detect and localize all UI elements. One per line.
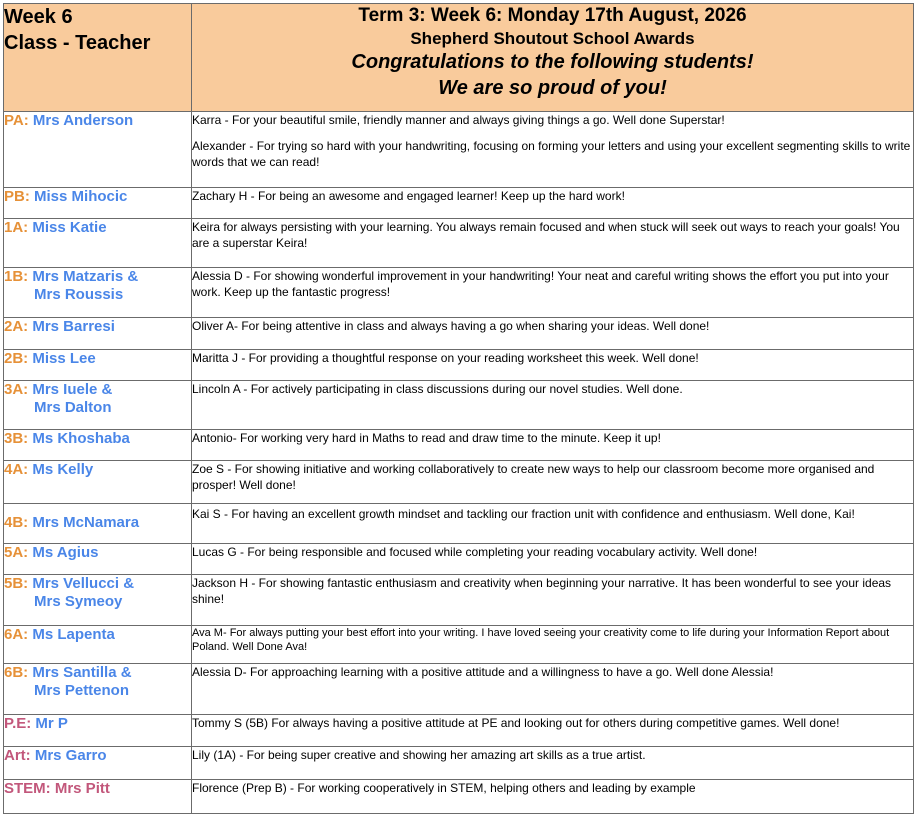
- award-cell: [192, 188, 914, 219]
- class-code: PA:: [4, 112, 29, 129]
- header-left-cell: [4, 4, 192, 112]
- class-code: STEM:: [4, 780, 51, 797]
- awards-table: [3, 3, 914, 814]
- teacher-name: Mr P: [35, 715, 68, 732]
- class-cell: [4, 747, 192, 780]
- class-code: 5B:: [4, 575, 29, 592]
- class-code: 3B:: [4, 430, 29, 447]
- teacher-name-second: Mrs Symeoy: [34, 593, 123, 610]
- award-message: Zoe S - For showing initiative and working collaboratively to create new ways to help our classroom become more organised and prosper! Well done!: [192, 462, 875, 492]
- class-cell: [4, 318, 192, 350]
- teacher-name: Ms Agius: [32, 544, 99, 561]
- teacher-name: Mrs McNamara: [32, 514, 140, 531]
- class-code: 3A:: [4, 381, 29, 398]
- header-right-cell: [192, 4, 914, 112]
- class-code: PB:: [4, 188, 30, 205]
- award-message: Jackson H - For showing fantastic enthusiasm and creativity when beginning your narrative. It has been wonderful to see your ideas shine!: [192, 576, 892, 606]
- class-code: 6B:: [4, 664, 29, 681]
- award-cell: [192, 350, 914, 381]
- award-message: Lily (1A) - For being super creative and showing her amazing art skills as a true artist.: [192, 748, 646, 762]
- award-cell: [192, 626, 914, 664]
- table-row: [4, 268, 914, 318]
- award-cell: [192, 544, 914, 575]
- table-row: [4, 350, 914, 381]
- table-row: [4, 504, 914, 544]
- award-message: Keira for always persisting with your learning. You always remain focused and when stuck will seek out ways to reach your goals! You are a superstar Keira!: [192, 220, 900, 250]
- class-teacher-label: Class - Teacher: [4, 32, 151, 54]
- award-message: Alessia D- For approaching learning with a positive attitude and a willingness to have a go. Well done Alessia!: [192, 665, 774, 679]
- class-cell: [4, 219, 192, 268]
- table-row: [4, 318, 914, 350]
- class-code: 2B:: [4, 350, 29, 367]
- teacher-name: Ms Kelly: [32, 461, 94, 478]
- teacher-name: Ms Lapenta: [32, 626, 115, 643]
- class-code: 1B:: [4, 268, 29, 285]
- congratulations-line: Congratulations to the following students!: [351, 51, 754, 73]
- table-row: [4, 219, 914, 268]
- teacher-name-second: Mrs Roussis: [34, 286, 124, 303]
- table-row: [4, 575, 914, 626]
- class-code: P.E:: [4, 715, 32, 732]
- award-message: Tommy S (5B) For always having a positive attitude at PE and looking out for others during competitive games. Well done!: [192, 716, 840, 730]
- teacher-name: Mrs Vellucci &: [32, 575, 135, 592]
- table-row: [4, 544, 914, 575]
- class-cell: [4, 268, 192, 318]
- teacher-name: Ms Khoshaba: [32, 430, 130, 447]
- class-cell: [4, 112, 192, 188]
- award-message: Alexander - For trying so hard with your handwriting, focusing on forming your letters and using your excellent segmenting skills to write words that we can read!: [192, 139, 911, 169]
- table-row: [4, 780, 914, 814]
- award-message: Alessia D - For showing wonderful improvement in your handwriting! Your neat and careful writing shows the effort you put into your work. Keep up the fantastic progress!: [192, 269, 889, 299]
- teacher-name: Mrs Pitt: [54, 780, 110, 797]
- class-cell: [4, 430, 192, 461]
- teacher-name: Mrs Barresi: [32, 318, 115, 335]
- award-message: Zachary H - For being an awesome and engaged learner! Keep up the hard work!: [192, 189, 625, 203]
- week-label: Week 6: [4, 6, 73, 28]
- class-cell: [4, 188, 192, 219]
- class-cell: [4, 575, 192, 626]
- class-cell: [4, 381, 192, 430]
- class-code: 4B:: [4, 514, 29, 531]
- class-cell: [4, 461, 192, 504]
- table-row: [4, 715, 914, 747]
- awards-title: Shepherd Shoutout School Awards: [410, 29, 695, 48]
- award-cell: [192, 268, 914, 318]
- award-cell: [192, 780, 914, 814]
- award-message: Antonio- For working very hard in Maths to read and draw time to the minute. Keep it up!: [192, 431, 661, 445]
- table-row: [4, 112, 914, 188]
- class-code: 5A:: [4, 544, 29, 561]
- table-row: [4, 381, 914, 430]
- award-cell: [192, 715, 914, 747]
- teacher-name-second: Mrs Pettenon: [34, 682, 130, 699]
- class-code: 2A:: [4, 318, 29, 335]
- award-message: Maritta J - For providing a thoughtful response on your reading worksheet this week. Well done!: [192, 351, 699, 365]
- award-cell: [192, 430, 914, 461]
- class-code: 1A:: [4, 219, 29, 236]
- award-message: Kai S - For having an excellent growth mindset and tackling our fraction unit with confidence and enthusiasm. Well done, Kai!: [192, 507, 855, 521]
- class-cell: [4, 715, 192, 747]
- term-date-title: Term 3: Week 6: Monday 17th August, 2026: [358, 5, 747, 26]
- class-cell: [4, 664, 192, 715]
- award-cell: [192, 747, 914, 780]
- award-message: Karra - For your beautiful smile, friendly manner and always giving things a go. Well done Superstar!: [192, 113, 725, 127]
- award-cell: [192, 112, 914, 188]
- award-message: Ava M- For always putting your best effort into your writing. I have loved seeing your creativity come to life during your Information Report about Poland. Well Done Ava!: [192, 627, 890, 653]
- teacher-name: Mrs Garro: [34, 747, 107, 764]
- teacher-name-second: Mrs Dalton: [34, 399, 112, 416]
- award-cell: [192, 504, 914, 544]
- teacher-name: Miss Mihocic: [34, 188, 128, 205]
- class-code: Art:: [4, 747, 31, 764]
- award-message: Oliver A- For being attentive in class and always having a go when sharing your ideas. Well done!: [192, 319, 710, 333]
- class-cell: [4, 504, 192, 544]
- award-cell: [192, 318, 914, 350]
- table-row: [4, 626, 914, 664]
- award-cell: [192, 575, 914, 626]
- teacher-name: Mrs Anderson: [32, 112, 134, 129]
- teacher-name: Mrs Santilla &: [32, 664, 132, 681]
- table-row: [4, 664, 914, 715]
- class-cell: [4, 626, 192, 664]
- table-row: [4, 461, 914, 504]
- award-message: Lucas G - For being responsible and focused while completing your reading vocabulary activity. Well done!: [192, 545, 758, 559]
- table-row: [4, 188, 914, 219]
- award-cell: [192, 461, 914, 504]
- award-message: Lincoln A - For actively participating in class discussions during our novel studies. Well done.: [192, 382, 683, 396]
- class-cell: [4, 780, 192, 814]
- award-cell: [192, 664, 914, 715]
- proud-line: We are so proud of you!: [438, 77, 667, 99]
- award-message: Florence (Prep B) - For working cooperatively in STEM, helping others and leading by example: [192, 781, 696, 795]
- class-cell: [4, 544, 192, 575]
- award-cell: [192, 219, 914, 268]
- award-cell: [192, 381, 914, 430]
- class-cell: [4, 350, 192, 381]
- table-row: [4, 430, 914, 461]
- class-code: 4A:: [4, 461, 29, 478]
- header-row: [4, 4, 914, 112]
- class-code: 6A:: [4, 626, 29, 643]
- teacher-name: Miss Lee: [32, 350, 96, 367]
- teacher-name: Mrs Iuele &: [32, 381, 113, 398]
- teacher-name: Mrs Matzaris &: [32, 268, 139, 285]
- table-row: [4, 747, 914, 780]
- teacher-name: Miss Katie: [32, 219, 107, 236]
